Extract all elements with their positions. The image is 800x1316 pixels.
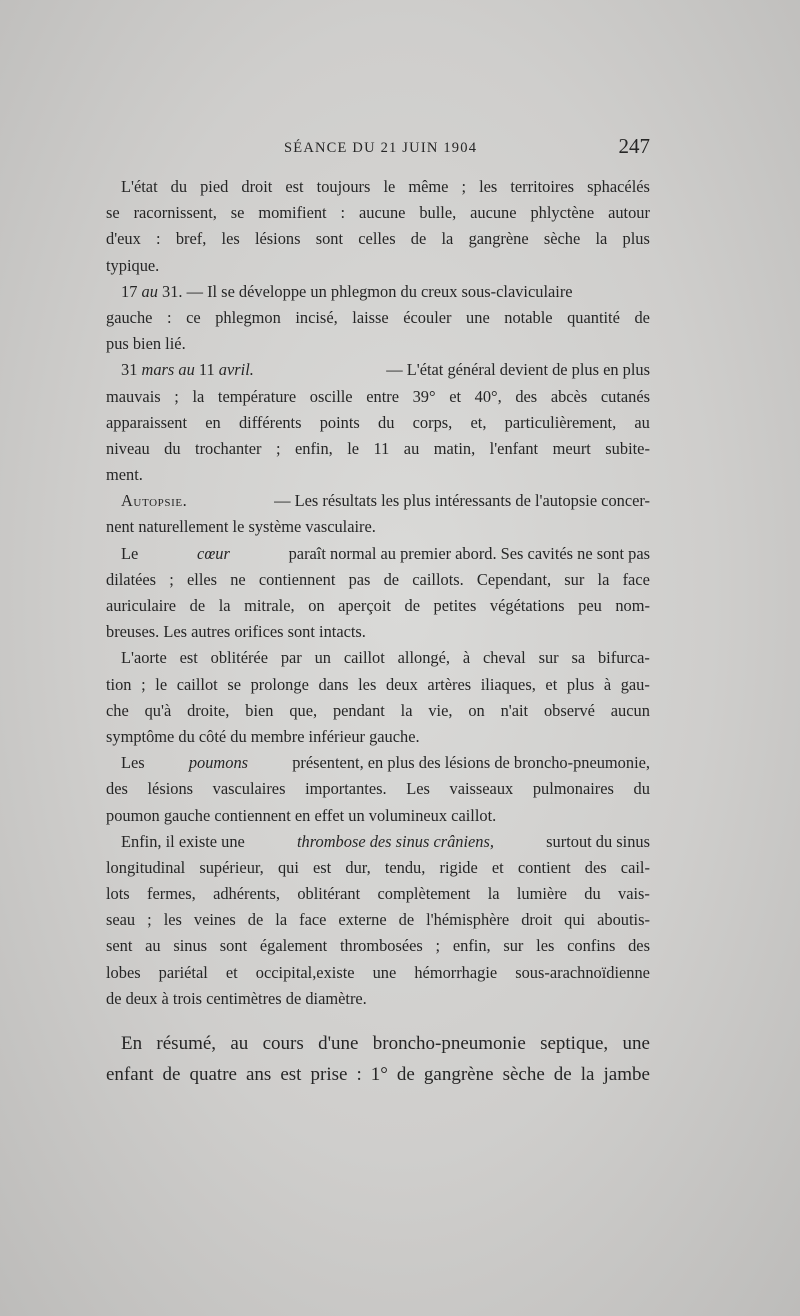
word: le <box>347 438 360 458</box>
word: caillot <box>343 648 385 668</box>
word: celles <box>358 229 396 249</box>
word: de <box>396 1064 415 1085</box>
word: gangrène <box>423 1064 494 1085</box>
word: externe <box>338 910 387 930</box>
lead-italic: poumons <box>188 753 249 773</box>
word: elles <box>187 569 218 589</box>
word: : <box>356 1064 362 1085</box>
word: iliaques, <box>480 674 536 694</box>
word: aucune <box>359 203 406 223</box>
word: les <box>221 229 240 249</box>
word: subite- <box>605 438 650 458</box>
word: se <box>230 203 245 223</box>
word: vasculaires <box>212 779 286 799</box>
text-line: ment. <box>106 465 143 485</box>
body-text <box>106 174 650 1012</box>
word: au <box>634 412 650 432</box>
date-entry-text: — L'état général devient de plus en plus <box>386 360 650 380</box>
text-line: nent naturellement le système vasculaire. <box>106 517 376 537</box>
word: L'état <box>121 177 158 196</box>
word: dans <box>318 674 349 694</box>
word: les <box>163 910 182 930</box>
word: aucun <box>610 700 650 720</box>
lead-line <box>106 829 650 855</box>
word: lobes <box>106 962 141 982</box>
word: mitrale, <box>244 596 295 615</box>
word: sa <box>571 648 586 668</box>
autopsy-heading-line <box>106 488 650 514</box>
word: gau- <box>620 674 650 694</box>
word: supérieur, <box>199 857 264 877</box>
word: à <box>462 648 471 668</box>
word: cheval <box>482 648 526 668</box>
word: l'hémisphère <box>426 910 510 930</box>
word: territoires <box>510 177 575 196</box>
word: sous-arachnoïdienne <box>515 962 650 982</box>
text-line <box>106 436 650 462</box>
word: matin, <box>433 438 476 458</box>
text-line: symptôme du côté du membre inférieur gauche. <box>106 726 420 746</box>
word: de <box>634 307 650 327</box>
word: che <box>106 700 129 720</box>
autopsy-heading: Autopsie. <box>121 491 188 511</box>
word: des <box>628 936 650 956</box>
word: 11 <box>373 438 390 458</box>
word: importantes. <box>305 779 387 799</box>
date-italic-end: avril. <box>218 360 254 380</box>
word: et <box>225 962 238 982</box>
word: thrombosées <box>339 936 423 956</box>
word: la <box>580 1064 595 1085</box>
word: corps, <box>412 412 453 432</box>
word: caillot <box>176 674 218 694</box>
word: végétations <box>489 596 565 615</box>
word: se <box>106 203 120 223</box>
word: observé <box>543 700 595 720</box>
text-line <box>106 881 650 907</box>
word: ; <box>275 438 281 458</box>
word: : <box>156 229 161 249</box>
word: lésions <box>147 779 194 799</box>
word: à <box>603 674 612 694</box>
word: lots <box>106 884 130 904</box>
word: on <box>468 700 485 720</box>
word: incisé, <box>295 307 338 327</box>
word: cutanés <box>600 386 650 406</box>
word: des <box>515 386 538 406</box>
word: ans <box>246 1064 272 1085</box>
date-entry-line <box>106 357 650 383</box>
word: ; <box>461 177 467 196</box>
word: de <box>247 910 264 930</box>
word: pendant <box>332 700 385 720</box>
word: face <box>622 569 650 589</box>
word: fermes, <box>147 884 196 904</box>
word: pas <box>348 569 371 589</box>
autopsy-text: — Les résultats les plus intéressants de l'autopsie concer- <box>274 491 650 511</box>
lead-text: surtout du sinus <box>546 831 650 851</box>
word: au <box>403 438 420 458</box>
word: vaisseaux <box>449 779 514 799</box>
word: également <box>259 936 328 956</box>
word: nom- <box>615 596 650 615</box>
word: pied <box>200 177 229 196</box>
word: les <box>358 674 377 694</box>
word: de <box>410 229 427 249</box>
date-day: 31 <box>121 360 138 380</box>
date-entry-text: 31. — Il se développe un phlegmon du creux sous-claviculaire <box>162 281 573 301</box>
word: bien <box>245 700 274 720</box>
word: le <box>155 674 168 694</box>
word: résumé, <box>156 1033 217 1054</box>
word: sphacélés <box>587 177 650 196</box>
word: au <box>230 1033 249 1054</box>
date-day: 17 <box>121 281 138 301</box>
word: qui <box>277 857 299 877</box>
word: la <box>597 569 610 589</box>
word: 40°, <box>474 386 502 406</box>
word: la <box>218 596 231 615</box>
word: deux <box>385 674 418 694</box>
word: sèche <box>543 229 581 249</box>
word: de <box>383 569 400 589</box>
word: plus <box>622 229 650 249</box>
word: des <box>584 857 607 877</box>
running-title: SÉANCE DU 21 JUIN 1904 <box>284 140 478 156</box>
word: prise <box>310 1064 348 1085</box>
word: sont <box>315 229 344 249</box>
word: entre <box>366 386 399 406</box>
word: ce <box>186 307 201 327</box>
word: aperçoit <box>338 596 391 615</box>
word: 1° <box>370 1064 388 1085</box>
word: complètement <box>377 884 471 904</box>
lead-prefix: Les <box>121 753 145 773</box>
word: sent <box>106 936 133 956</box>
word: petites <box>433 596 477 615</box>
text-line: breuses. Les autres orifices sont intacts. <box>106 622 366 642</box>
word: de <box>189 596 206 615</box>
word: sur <box>564 569 585 589</box>
text-line <box>106 305 650 331</box>
lead-text: présentent, en plus des lésions de broncho-pneumonie, <box>292 753 650 773</box>
text-line <box>106 593 650 619</box>
word: on <box>308 596 325 615</box>
word: oblitérée <box>210 648 268 668</box>
word: occipital,existe <box>255 962 355 982</box>
word: ; <box>141 674 146 694</box>
word: n'ait <box>500 700 529 720</box>
word: caillots. <box>412 569 464 589</box>
word: est <box>285 177 304 196</box>
word: pulmonaires <box>532 779 614 799</box>
word: aucune <box>470 203 517 223</box>
word: est <box>313 857 332 877</box>
word: hémorrhagie <box>414 962 498 982</box>
word: que, <box>289 700 318 720</box>
word: bref, <box>175 229 207 249</box>
text-line: poumon gauche contiennent en effet un volumineux caillot. <box>106 805 497 825</box>
word: apparaissent <box>106 412 188 432</box>
text-line <box>106 567 650 593</box>
date-entry-line <box>106 279 650 305</box>
word: se <box>227 674 241 694</box>
word: dilatées <box>106 569 157 589</box>
word: niveau <box>106 438 150 458</box>
lead-text: paraît normal au premier abord. Ses cavités ne sont pas <box>288 543 650 563</box>
word: ; <box>435 936 441 956</box>
word: seau <box>106 910 136 930</box>
lead-line <box>106 541 650 567</box>
word: momifient <box>258 203 327 223</box>
word: rigide <box>439 857 478 877</box>
word: la <box>441 229 454 249</box>
word: est <box>280 1064 302 1085</box>
word: ; <box>147 910 152 930</box>
word: quantité <box>567 307 620 327</box>
word: gauche <box>106 307 153 327</box>
word: température <box>217 386 297 406</box>
word: du <box>633 779 650 799</box>
word: 39° <box>412 386 436 406</box>
word: oscille <box>309 386 353 406</box>
word: de <box>553 1064 572 1085</box>
word: contiennent <box>258 569 336 589</box>
text-line: pus bien lié. <box>106 334 186 354</box>
word: écouler <box>403 307 452 327</box>
word: enfant <box>106 1064 154 1085</box>
word: de <box>162 1064 181 1085</box>
word: et <box>545 674 558 694</box>
word: plus <box>566 674 595 694</box>
word: des <box>106 779 128 799</box>
word: contient <box>517 857 571 877</box>
word: artères <box>427 674 472 694</box>
word: du <box>164 438 181 458</box>
word: une <box>466 307 490 327</box>
word: l'enfant <box>489 438 539 458</box>
text-line <box>106 384 650 410</box>
word: bifurca- <box>597 648 650 668</box>
date-entry <box>121 357 254 383</box>
word: et <box>449 386 462 406</box>
word: la <box>192 386 205 406</box>
word: la <box>487 884 500 904</box>
word: et <box>491 857 504 877</box>
word: vie, <box>428 700 453 720</box>
date-entry <box>121 279 573 305</box>
word: est <box>179 648 198 668</box>
word: lumière <box>516 884 567 904</box>
word: par <box>280 648 302 668</box>
text-line <box>106 174 650 200</box>
text-line <box>106 855 650 881</box>
word: en <box>205 412 221 432</box>
word: de <box>404 596 420 615</box>
word: adhérents, <box>213 884 280 904</box>
word: L'aorte <box>121 648 167 668</box>
lead-line <box>106 750 650 776</box>
word: de <box>398 910 415 930</box>
text-line <box>106 960 650 986</box>
word: bulle, <box>419 203 457 223</box>
word: au <box>145 936 161 956</box>
running-header <box>106 134 650 160</box>
word: les <box>536 936 555 956</box>
lead-italic: cœur <box>197 543 230 563</box>
word: du <box>584 884 601 904</box>
word: la <box>275 910 288 930</box>
word: pariétal <box>158 962 208 982</box>
word: ; <box>169 569 174 589</box>
word: tion <box>106 674 132 694</box>
word: cours <box>262 1033 304 1054</box>
word: phlyctène <box>530 203 595 223</box>
word: broncho-pneumonie <box>372 1033 526 1054</box>
text-line: typique. <box>106 255 160 275</box>
word: veines <box>193 910 236 930</box>
word: d'une <box>318 1033 359 1054</box>
word: toujours <box>316 177 371 196</box>
word: lésions <box>254 229 301 249</box>
text-line <box>106 672 650 698</box>
lead-prefix: Le <box>121 543 139 563</box>
summary-line <box>106 1059 650 1090</box>
word: sinus <box>173 936 208 956</box>
text-line <box>106 226 650 252</box>
word: vais- <box>618 884 650 904</box>
word: qu'à <box>144 700 172 720</box>
word: gangrène <box>468 229 529 249</box>
word: ; <box>174 386 179 406</box>
word: Les <box>406 779 430 799</box>
text-line <box>106 645 650 671</box>
word: : <box>340 203 346 223</box>
text-line <box>106 200 650 226</box>
word: face <box>299 910 327 930</box>
word: le <box>383 177 396 196</box>
word: ne <box>230 569 246 589</box>
word: enfin, <box>452 936 491 956</box>
word: même <box>408 177 449 196</box>
word: droite, <box>187 700 230 720</box>
word: une <box>622 1033 650 1054</box>
word: notable <box>504 307 553 327</box>
date-italic: mars au <box>141 360 195 380</box>
word: quatre <box>189 1064 237 1085</box>
word: différents <box>238 412 302 432</box>
word: la <box>595 229 608 249</box>
word: racornissent, <box>133 203 217 223</box>
word: longitudinal <box>106 857 186 877</box>
date-italic: au <box>141 281 158 301</box>
word: points <box>319 412 360 432</box>
page-number: 247 <box>618 134 650 158</box>
word: abcès <box>550 386 588 406</box>
word: tendu, <box>384 857 426 877</box>
word: En <box>121 1033 143 1054</box>
word: : <box>166 307 172 327</box>
word: du <box>378 412 395 432</box>
word: prolonge <box>250 674 309 694</box>
summary-paragraph <box>106 1028 650 1090</box>
lead-italic: thrombose des sinus crâniens, <box>297 831 494 851</box>
lead-prefix: Enfin, il existe une <box>121 831 245 851</box>
word: meurt <box>552 438 591 458</box>
word: Cependant, <box>476 569 552 589</box>
word: laisse <box>352 307 389 327</box>
summary-line <box>106 1028 650 1059</box>
word: les <box>479 177 498 196</box>
word: oblitérant <box>297 884 361 904</box>
word: cail- <box>620 857 650 877</box>
word: autour <box>608 203 650 223</box>
word: du <box>170 177 188 196</box>
word: confins <box>567 936 616 956</box>
word: sur <box>503 936 524 956</box>
word: phlegmon <box>215 307 281 327</box>
word: sèche <box>502 1064 545 1085</box>
word: un <box>314 648 331 668</box>
date-day-end: 11 <box>198 360 215 380</box>
word: peu <box>578 596 602 615</box>
word: trochanter <box>195 438 262 458</box>
text-line <box>106 698 650 724</box>
word: jambe <box>603 1064 650 1085</box>
word: et, <box>470 412 487 432</box>
word: droit <box>241 177 273 196</box>
word: sur <box>538 648 559 668</box>
word: dur, <box>345 857 371 877</box>
word: droit <box>521 910 553 930</box>
text-line <box>106 776 650 802</box>
word: auriculaire <box>106 596 177 615</box>
word: allongé, <box>397 648 450 668</box>
word: qui <box>564 910 586 930</box>
word: d'eux <box>106 229 141 249</box>
word: sont <box>219 936 248 956</box>
word: une <box>372 962 397 982</box>
word: mauvais <box>106 386 161 406</box>
text-line <box>106 410 650 436</box>
text-line <box>106 907 650 933</box>
word: aboutis- <box>597 910 650 930</box>
text-line: de deux à trois centimètres de diamètre. <box>106 988 367 1008</box>
text-line <box>106 933 650 959</box>
word: particulièrement, <box>504 412 617 432</box>
word: la <box>400 700 413 720</box>
word: enfin, <box>294 438 333 458</box>
word: septique, <box>540 1033 609 1054</box>
